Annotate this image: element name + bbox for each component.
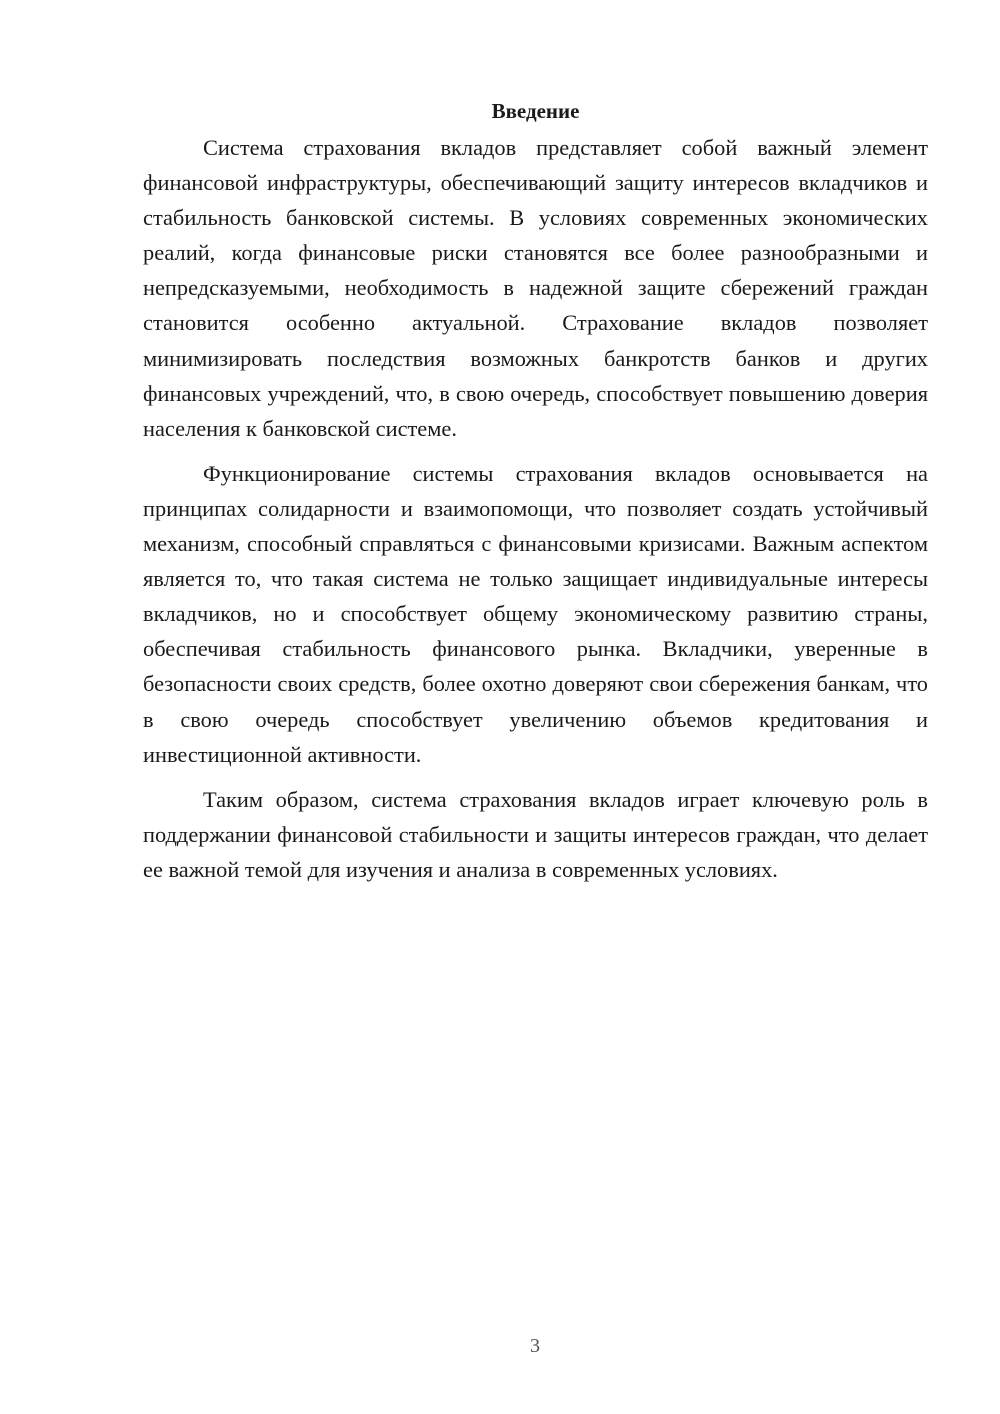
section-title: Введение [491,99,580,123]
paragraph-3: Таким образом, система страхования вкладов играет ключевую роль в поддержании финансовой стабильности и защиты интересов граждан, что делает ее важной темой для изучения и анализа в современных условиях. [143,786,928,882]
page-number: 3 [530,1335,540,1357]
paragraph-2: Функционирование системы страхования вкладов основывается на принципах солидарности и взаимопомощи, что позволяет создать устойчивый механизм, способный справляться с финансовыми кризисами. Важным аспектом является то, что такая система не только защищает индивидуальные интересы вкладчиков, но и способствует общему экономическому развитию страны, обеспечивая стабильность финансового рынка. Вкладчики, уверенные в безопасности своих средств, более охотно доверяют свои сбережения банкам, что в свою очередь способствует увеличению объемов кредитования и инвестиционной активности. [143,460,928,767]
paragraph-1: Система страхования вкладов представляет собой важный элемент финансовой инфраструктуры, обеспечивающий защиту интересов вкладчиков и стабильность банковской системы. В условиях современных экономических реалий, когда финансовые риски становятся все более разнообразными и непредсказуемыми, необходимость в надежной защите сбережений граждан становится особенно актуальной. Страхование вкладов позволяет минимизировать последствия возможных банкротств банков и других финансовых учреждений, что, в свою очередь, способствует повышению доверия населения к банковской системе. [143,135,928,441]
document-page [143,96,928,897]
